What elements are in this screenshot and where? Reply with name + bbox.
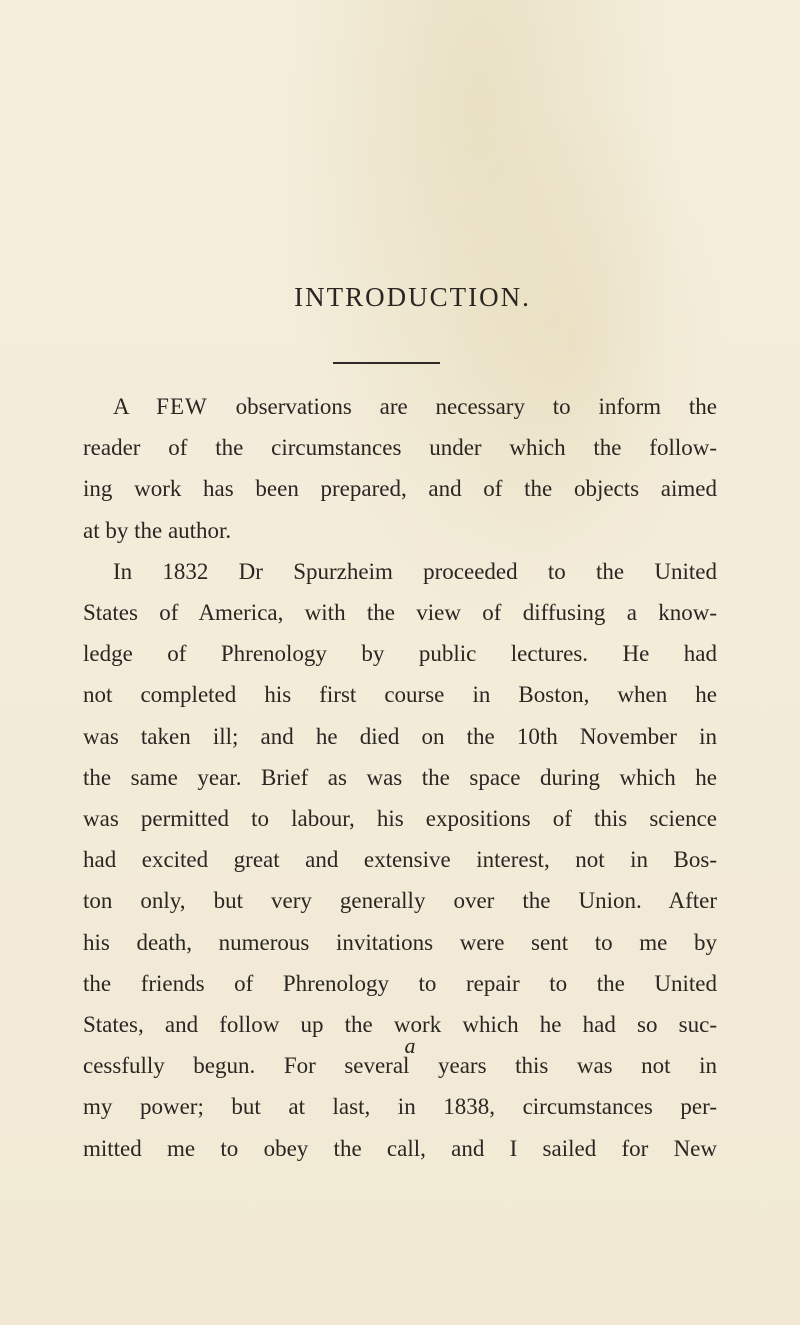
text-line: States of America, with the view of diffusing a know-	[83, 600, 717, 626]
text-line: reader of the circumstances under which the follow-	[83, 435, 717, 461]
chapter-heading: INTRODUCTION.	[294, 282, 531, 312]
text-line: his death, numerous invitations were sent to me by	[83, 929, 717, 955]
text-line: ton only, but very generally over the Union. After	[83, 888, 717, 914]
text-line: not completed his first course in Boston, when he	[83, 682, 717, 708]
text-line: was permitted to labour, his expositions of this science	[83, 806, 717, 832]
text-line: was taken ill; and he died on the 10th November in	[83, 723, 717, 749]
text-line: the friends of Phrenology to repair to the United	[83, 970, 717, 996]
text-line: A FEW observations are necessary to inform the	[113, 394, 717, 419]
signature-mark: a	[404, 1033, 416, 1058]
text-line: States, and follow up the work which he had so suc-	[83, 1012, 717, 1038]
heading-rule	[333, 362, 440, 364]
text-line: mitted me to obey the call, and I sailed for New	[83, 1135, 717, 1161]
text-line: ing work has been prepared, and of the objects aimed	[83, 476, 717, 502]
text-line: had excited great and extensive interest, not in Bos-	[83, 847, 717, 873]
text-line: the same year. Brief as was the space during which he	[83, 764, 717, 790]
paragraph-lead: A	[113, 394, 129, 419]
paragraph-lead-small-caps: FEW	[156, 394, 208, 419]
paragraph-2	[83, 551, 717, 1169]
text-line: cessfully begun. For several years this was not in	[83, 1053, 717, 1079]
text-line: at by the author.	[83, 517, 232, 543]
paragraph-1	[83, 386, 717, 551]
text-line: In 1832 Dr Spurzheim proceeded to the United	[113, 558, 717, 584]
text-line: my power; but at last, in 1838, circumstances per-	[83, 1094, 717, 1120]
text-line: ledge of Phrenology by public lectures. He had	[83, 641, 717, 667]
